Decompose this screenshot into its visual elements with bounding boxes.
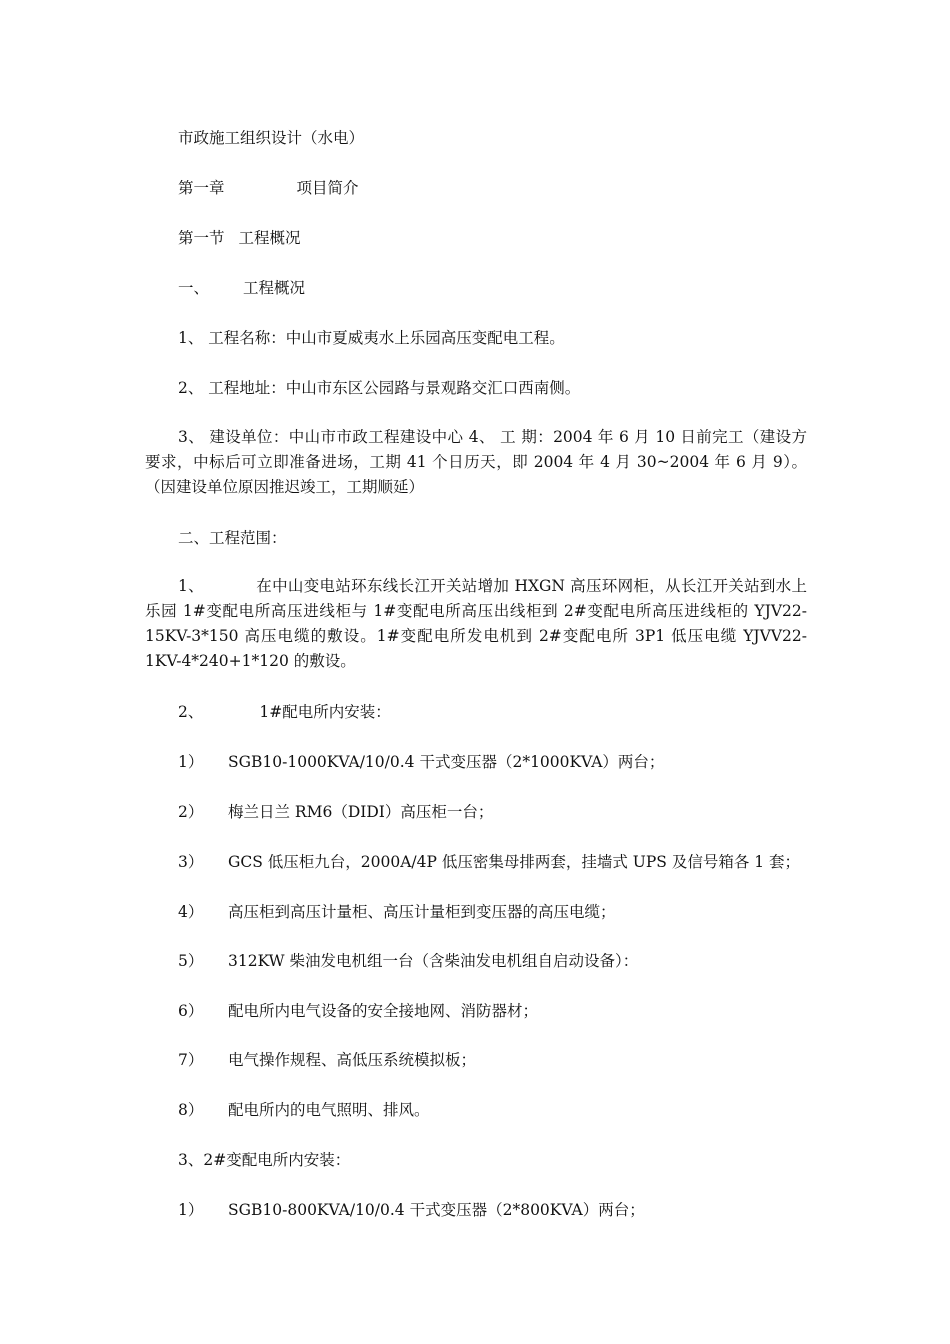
overview-item-address-text: 2、 工程地址：中山市东区公园路与景观路交汇口西南侧。 xyxy=(178,379,581,397)
list-item-number: 4） xyxy=(178,903,204,921)
substation1-list-item xyxy=(178,852,800,872)
overview-item-address xyxy=(178,378,580,398)
list-item-text: GCS 低压柜九台，2000A/4P 低压密集母排两套，挂墙式 UPS 及信号箱各 1 套； xyxy=(228,853,801,871)
overview-item-owner-schedule xyxy=(145,425,807,500)
list-item-number: 7） xyxy=(178,1051,204,1069)
scope-item-1-number: 1、 xyxy=(178,577,204,595)
substation1-list-item xyxy=(178,951,638,971)
section-number: 第一节 xyxy=(178,229,225,247)
list-item-number: 1） xyxy=(178,753,204,771)
substation1-list-item xyxy=(178,1050,476,1070)
substation1-list-item xyxy=(178,802,493,822)
part-one-heading xyxy=(178,278,305,298)
list-item-text: SGB10-1000KVA/10/0.4 干式变压器（2*1000KVA）两台； xyxy=(228,753,665,771)
list-item-text: 梅兰日兰 RM6（DIDI）高压柜一台； xyxy=(228,803,494,821)
document-title xyxy=(178,128,364,148)
scope-item-1-text: 在中山变电站环东线长江开关站增加 HXGN 高压环网柜，从长江开关站到水上乐园 1#变配电所高压进线柜与 1#变配电所高压出线柜到 2#变配电所高压进线柜的 YJV22-15KV-3*150 高压电缆的敷设。1#变配电所发电机到 2#变配电所 3P1 低压电缆 YJVV22-1KV-4*240+1*120 的敷设。 xyxy=(145,577,807,670)
scope-item-3-heading xyxy=(178,1150,350,1170)
list-item-text: 高压柜到高压计量柜、高压计量柜到变压器的高压电缆； xyxy=(228,903,616,921)
part-two-heading xyxy=(178,528,287,548)
list-item-text: 电气操作规程、高低压系统模拟板； xyxy=(228,1051,477,1069)
list-item-number: 1） xyxy=(178,1201,204,1219)
list-item-text: 配电所内电气设备的安全接地网、消防器材； xyxy=(228,1002,539,1020)
list-item-number: 5） xyxy=(178,952,204,970)
list-item-number: 6） xyxy=(178,1002,204,1020)
substation2-list-item xyxy=(178,1200,645,1220)
substation1-list-item xyxy=(178,752,664,772)
list-item-text: SGB10-800KVA/10/0.4 干式变压器（2*800KVA）两台； xyxy=(228,1201,645,1219)
list-item-number: 2） xyxy=(178,803,204,821)
chapter-number: 第一章 xyxy=(178,179,225,197)
chapter-heading xyxy=(178,178,359,198)
part-two-heading-text: 二、工程范围： xyxy=(178,529,287,547)
list-item-text: 312KW 柴油发电机组一台（含柴油发电机组自启动设备）： xyxy=(228,952,639,970)
scope-item-1 xyxy=(145,574,807,674)
list-item-number: 8） xyxy=(178,1101,204,1119)
section-heading xyxy=(178,228,301,248)
substation1-list-item xyxy=(178,1100,430,1120)
document-title-text: 市政施工组织设计（水电） xyxy=(178,129,365,147)
part-one-title: 工程概况 xyxy=(243,279,306,297)
overview-item-owner-schedule-text: 3、 建设单位：中山市市政工程建设中心 4、 工 期：2004 年 6 月 10 日前完工（建设方要求，中标后可立即准备进场，工期 41 个日历天，即 2004 年 4 月 30~2004 年 6 月 9）。（因建设单位原因推迟竣工，工期顺延） xyxy=(145,428,807,496)
substation1-list-item xyxy=(178,1001,538,1021)
section-title: 工程概况 xyxy=(238,229,301,247)
overview-item-name-text: 1、 工程名称：中山市夏威夷水上乐园高压变配电工程。 xyxy=(178,329,565,347)
substation1-list-item xyxy=(178,902,616,922)
scope-item-2-title: 1#配电所内安装： xyxy=(259,703,391,721)
list-item-text: 配电所内的电气照明、排风。 xyxy=(228,1101,430,1119)
overview-item-name xyxy=(178,328,565,348)
scope-item-2-number: 2、 xyxy=(178,703,204,721)
part-one-number: 一、 xyxy=(178,279,210,297)
list-item-number: 3） xyxy=(178,853,204,871)
scope-item-2-heading xyxy=(178,702,391,722)
chapter-title: 项目简介 xyxy=(296,179,359,197)
scope-item-3-heading-text: 3、2#变配电所内安装： xyxy=(178,1151,351,1169)
